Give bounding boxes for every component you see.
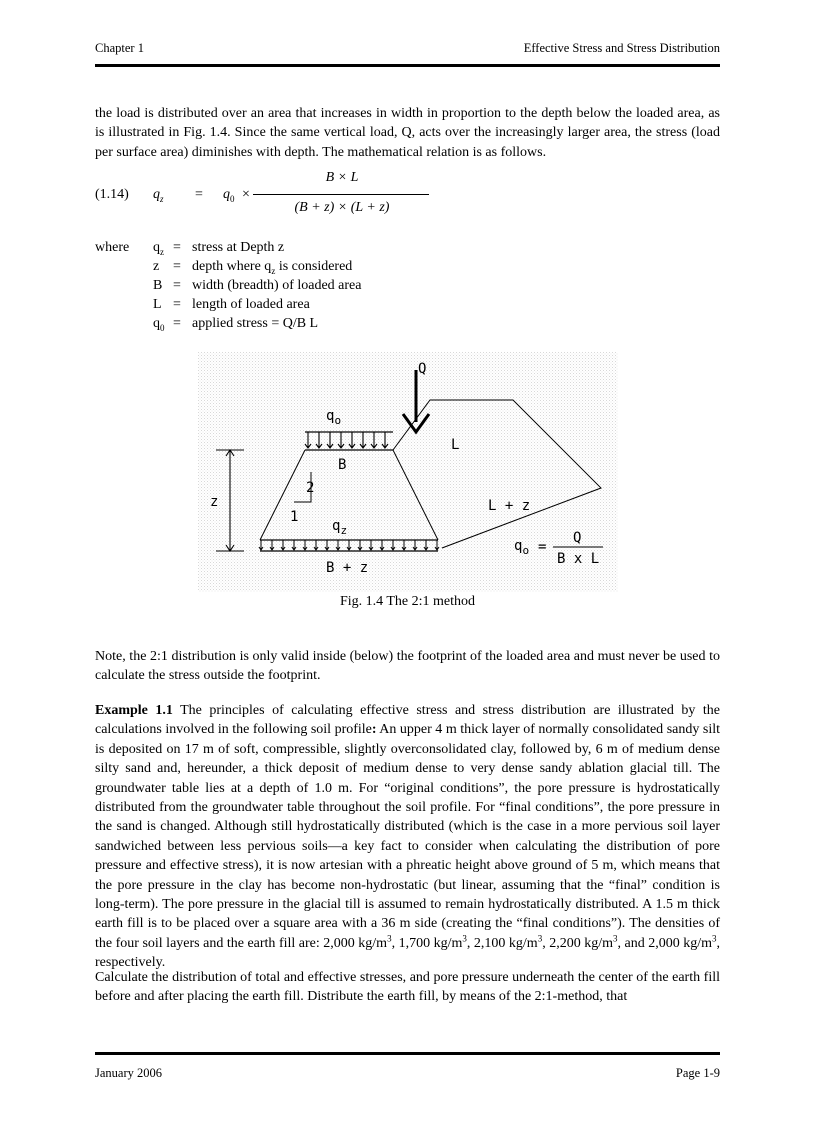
figure-caption: Fig. 1.4 The 2:1 method	[339, 594, 476, 609]
equation-1-14	[95, 170, 495, 224]
label-slope-1: 1	[290, 509, 299, 525]
note-paragraph: Note, the 2:1 distribution is only valid inside (below) the footprint of the loaded area and must never be used to calculate the stress outside the footprint.	[95, 649, 720, 684]
label-slope-2: 2	[306, 480, 315, 496]
label-q: Q	[418, 361, 427, 377]
equation-equals: =	[195, 187, 203, 202]
example-heading: Example 1.1	[95, 703, 173, 718]
footer-date: January 2006	[95, 1066, 162, 1080]
label-b-plus-z: B + z	[326, 560, 369, 576]
page-footer	[95, 1066, 720, 1084]
intro-paragraph: the load is distributed over an area that increases in width in proportion to the depth below the loaded area, as is illustrated in Fig. 1.4. Since the same vertical load, Q, acts over the increasingly larger area, the stress (load per surface area) diminishes with depth. The mathematical relation is as follows.	[95, 106, 720, 160]
page-header	[95, 41, 720, 59]
equation-times: ×	[242, 187, 250, 202]
equation-lhs: $q_z$	[153, 187, 164, 204]
label-qz: $q_z$	[332, 518, 348, 537]
label-l-plus-z: L + z	[488, 498, 531, 514]
formula-q0: $q_o$	[514, 538, 530, 557]
equation-q0: $q_0$	[223, 187, 235, 204]
header-rule	[95, 64, 720, 67]
header-title: Effective Stress and Stress Distribution	[523, 41, 720, 55]
figure-2-1-method	[198, 352, 618, 592]
figure-diagram	[198, 352, 618, 592]
label-b: B	[338, 457, 347, 473]
formula-numerator: Q	[573, 530, 582, 546]
label-l: L	[451, 437, 460, 453]
equation-numerator: B × L	[325, 170, 359, 185]
equation-number: (1.14)	[95, 187, 129, 202]
footer-rule	[95, 1052, 720, 1055]
figure-background	[198, 352, 618, 592]
footer-page-number: Page 1-9	[675, 1066, 720, 1080]
formula-equals: =	[538, 539, 547, 555]
task-paragraph: Calculate the distribution of total and effective stresses, and pore pressure underneath the center of the earth fill before and after placing the earth fill. Distribute the earth fill, by means of the 2:1-method, that	[95, 970, 720, 1005]
header-chapter: Chapter 1	[95, 41, 144, 55]
density-values: 2,000 $kg/m^3$, 1,700 $kg/m^3$, 2,100 $kg/m^3$, 2,200 $kg/m^3$, and 2,000 $kg/m^3$, respectively.	[95, 933, 721, 971]
label-q0: $q_o$	[326, 408, 342, 427]
formula-denominator: B x L	[557, 551, 600, 567]
example-paragraph: Example 1.1 The principles of calculating effective stress and stress distribution are illustrated by the calculations involved in the following soil profile: An upper 4 m thick layer of normally consolidated sandy silt is deposited on 17 m of soft, compressible, slightly overconsolidated clay, followed by, 6 m of medium dense silty sand and, hereunder, a thick deposit of medium dense to very dense sandy ablation glacial till. The groundwater table lies at a depth of 1.0 m. For “original conditions”, the pore pressure is hydrostatically distributed from the groundwater table throughout the soil profile. For “final conditions”, the pore pressure in the sand is changed. Although still hydrostatically distributed (which is the case in a more pervious soil layer sandwiched between less pervious soils—a key fact to consider when calculating the distribution of pore pressure and effective stress), it is now artesian with a phreatic height above ground of 5 m, which means that the pore pressure in the clay has become non-hydrostatic (but linear, assuming that the “final” condition is long-term). The pore pressure in the glacial till is assumed to remain hydrostatically distributed. A 1.5 m thick earth fill is to be placed over a square area with a 36 m side (creating the “final conditions”). The densities of the four soil layers and the earth fill are: 2,000 $kg/m^3$, 1,700 $kg/m^3$, 2,100 $kg/m^3$, 2,200 $kg/m^3$, and 2,000 $kg/m^3$, respectively.	[95, 703, 721, 971]
equation-denominator: (B + z) × (L + z)	[294, 200, 390, 215]
label-z: z	[210, 494, 219, 510]
fraction-bar	[253, 194, 429, 195]
where-label: where	[95, 240, 130, 255]
